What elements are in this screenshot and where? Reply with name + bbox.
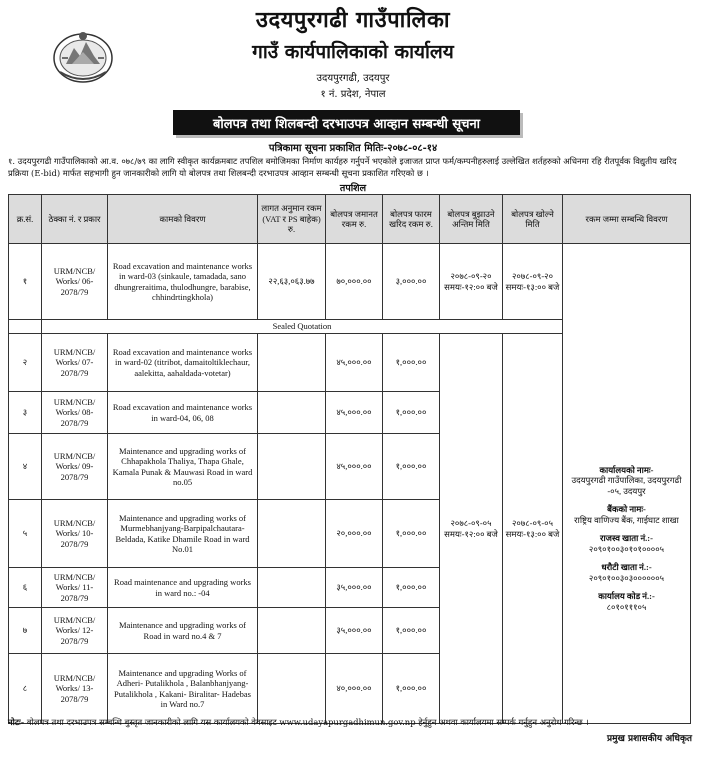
table-row: ७ URM/NCB/ Works/ 12-2078/79 Maintenance and upgrading works of Road in ward no.4 & 7 ३५,०००.०० १,०००.००	[9, 608, 691, 654]
table-row: २ URM/NCB/ Works/ 07-2078/79 Road excavation and maintenance works in ward-02 (titribot, damaitoltiklechaur, aalekitta, aahaldada-votetar) ४५,०००.०० १,०००.०० २०७८-०९-०५ समयः-१२:०० बजे २०७८-०९-०५ समयः-१३:०० बजे	[9, 334, 691, 392]
intro-paragraph: १. उदयपुरगढी गाउँपालिकाको आ.व. ०७८/७९ का लागि स्वीकृत कार्यक्रमबाट तपशिल बमोजिमका निर्माण कार्यहरु गर्नुपर्ने भएकोले इजाजत प्राप्त फर्म/कम्पनीहरुलाई उल्लेखित शर्तहरुको अधिनमा रहि रीतपूर्वक विद्युतीय खरिद प्रक्रिया (E-bid) मार्फत सहभागी हुन जानकारीको लागि यो बोलपत्र तथा शिलबन्दी दरभाउपत्र आव्हान सम्बन्धी सूचना प्रकाशित गरिएको छ ।	[8, 156, 677, 178]
tender-table	[8, 194, 691, 724]
office-subtitle: गाउँ कार्यपालिकाको कार्यालय	[252, 41, 454, 63]
header-bid-security: बोलपत्र जमानत रकम रु.	[326, 195, 383, 244]
office-code-label: कार्यालय कोड नं.:-	[598, 591, 655, 602]
table-header-row	[9, 195, 691, 244]
bank-office-label: कार्यालयको नामः-	[599, 464, 654, 475]
group-opening: २०७८-०९-०५ समयः-१३:०० बजे	[503, 334, 563, 724]
note-text: बोलपत्र तथा दरभाउपत्र सम्बन्धि बुस्तृत जानकारीको लागि यस कार्यालयको वेवसाइट www.udayapurgadhimun.gov.np हेर्नुहुन अथवा कार्यालयमा सम्पर्क गर्नुहुन अनुरोध गरिन्छ ।	[26, 717, 589, 727]
signature-title: प्रमुख प्रशासकीय अधिकृत	[606, 734, 692, 744]
sealed-quotation-label: Sealed Quotation	[42, 320, 563, 334]
table-row: ८ URM/NCB/ Works/ 13-2078/79 Maintenance and upgrading Works of Adheri- Putalikhola , Balanbhanjyang- Putalikhola , Kakani- Biralitar- Hadebas in Ward no.7 ४०,०००.०० १,०००.००	[9, 654, 691, 724]
header-sn: क्र.सं.	[9, 195, 42, 244]
deposit-account-label: धरौटी खाता नं.:-	[601, 562, 652, 573]
header-estimate: लागत अनुमान रकम (VAT र PS बाहेक) रु.	[258, 195, 326, 244]
table-row: ६ URM/NCB/ Works/ 11-2078/79 Road maintenance and upgrading works in ward no.: -04 ३५,०००.०० १,०००.००	[9, 568, 691, 608]
bank-office-value: उदयपुरगढी गाउँपालिका, उदयपुरगढी -०५, उदयपुर	[571, 475, 682, 496]
bank-name-value: राष्ट्रिय वाणिज्य बैंक, गाईघाट शाखा	[574, 514, 679, 525]
row-submission: २०७८-०९-२० समयः-१२:०० बजे	[440, 244, 503, 320]
deposit-account-value: २०९०१००३०३००००००५	[588, 572, 665, 583]
address-line: उदयपुरगढी, उदयपुर	[316, 73, 390, 84]
bank-details-cell	[563, 244, 691, 724]
revenue-account-label: राजस्व खाता नं.:-	[600, 533, 653, 544]
header-submission: बोलपत्र बुझाउने अन्तिम मिति	[440, 195, 503, 244]
table-row: ३ URM/NCB/ Works/ 08-2078/79 Road excavation and maintenance works in ward-04, 06, 08 ४५,०००.०० १,०००.००	[9, 392, 691, 434]
table-row: ४ URM/NCB/ Works/ 09-2078/79 Maintenance and upgrading works of Chhapakhola Thaliya, Thapa Ghale, Kamala Punak & Mauwasi Road in ward no.05 ४५,०००.०० १,०००.००	[9, 434, 691, 500]
group-submission: २०७८-०९-०५ समयः-१२:०० बजे	[440, 334, 503, 724]
revenue-account-value: २०९०१००३०१०१००००५	[588, 543, 665, 554]
row-bid-security: ७०,०००.००	[326, 244, 383, 320]
header-work: कामको विवरण	[108, 195, 258, 244]
office-name: उदयपुरगढी गाउँपालिका	[255, 7, 451, 33]
publication-date: पत्रिकामा सूचना प्रकाशित मितिः-२०७८-०८-१४	[268, 143, 438, 154]
table-row	[9, 244, 691, 320]
row-work: Road excavation and maintenance works in ward-03 (sinkaule, tamadada, sano dhungreraitima, thulodhungre, barabise, chhindrtingkhola)	[108, 244, 258, 320]
notice-title: बोलपत्र तथा शिलबन्दी दरभाउपत्र आव्हान सम्बन्धी सूचना	[173, 110, 520, 135]
header-deposit: रकम जम्मा सम्बन्धि विवरण	[563, 195, 691, 244]
row-contract: URM/NCB/ Works/ 06-2078/79	[42, 244, 108, 320]
note-label: नोटः-	[8, 717, 25, 727]
office-code-value: ८०१०१११०५	[606, 601, 647, 612]
row-sn: १	[9, 244, 42, 320]
row-estimate: २२,६३,०६३.७७	[258, 244, 326, 320]
table-row: ५ URM/NCB/ Works/ 10-2078/79 Maintenance and upgrading works of Murmebhanjyang-Barpipalchautara-Beldada, Katike Dhamile Road in ward No.01 २०,०००.०० १,०००.००	[9, 500, 691, 568]
header-form-fee: बोलपत्र फारम खरिद रकम रु.	[383, 195, 440, 244]
header-opening: बोलपत्र खोल्ने मिति	[503, 195, 563, 244]
province-line: १ नं. प्रदेश, नेपाल	[320, 89, 386, 100]
row-form-fee: ३,०००.००	[383, 244, 440, 320]
header-contract: ठेक्का नं. र प्रकार	[42, 195, 108, 244]
row-opening: २०७८-०९-२० समयः-१३:०० बजे	[503, 244, 563, 320]
bank-name-label: बैंकको नामः-	[607, 504, 646, 515]
schedule-label: तपशिल	[339, 183, 367, 194]
footer-note	[8, 717, 698, 728]
